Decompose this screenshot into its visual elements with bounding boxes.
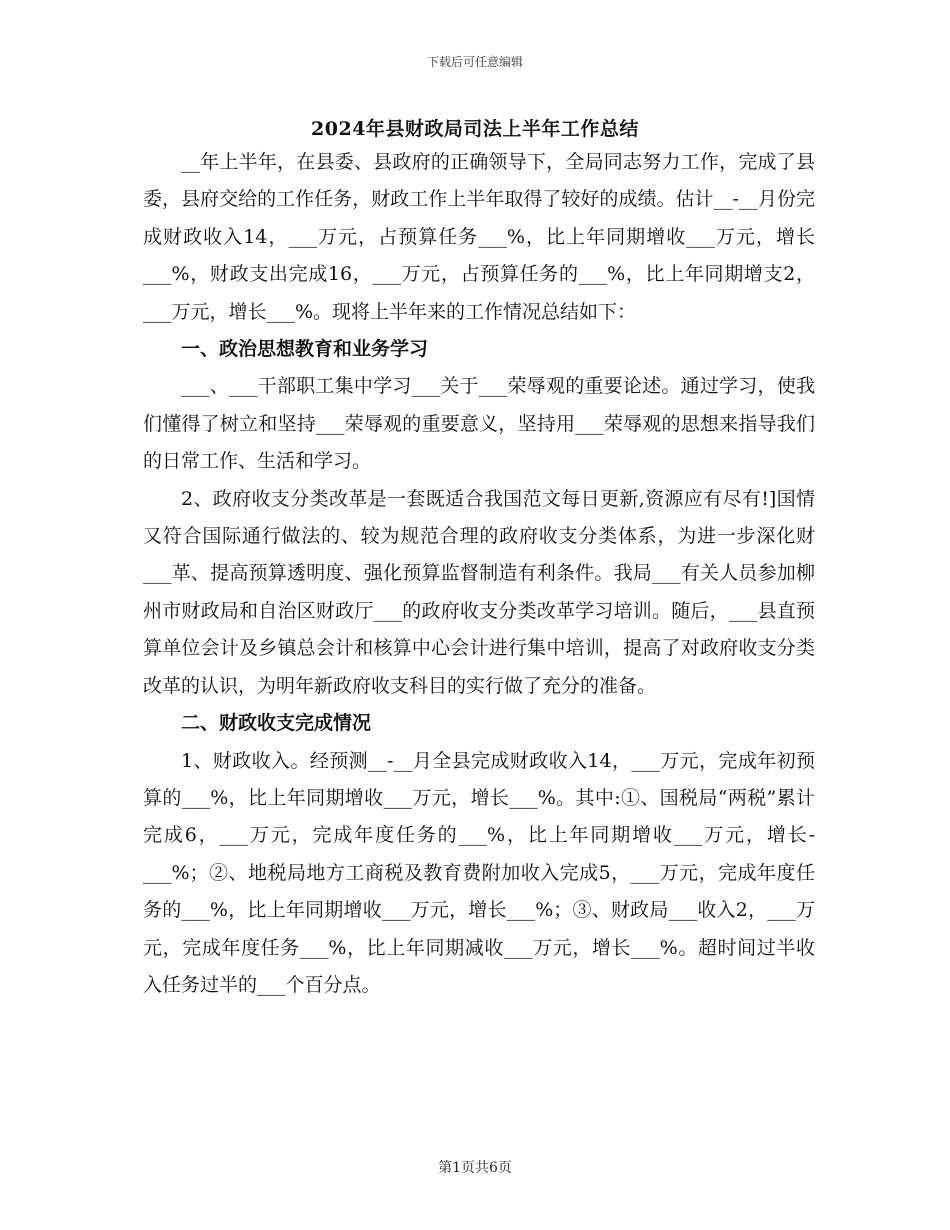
- paragraph-reform: 2、政府收支分类改革是一套既适合我国范文每日更新,资源应有尽有!]国情又符合国际通行做法的、较为规范合理的政府收支分类体系，为进一步深化财___革、提高预算透明度、强化预算监督制造有利条件。我局___有关人员参加柳州市财政局和自治区财政厅___的政府收支分类改革学习培训。随后，___县直预算单位会计及乡镇总会计和核算中心会计进行集中培训，提高了对政府收支分类改革的认识，为明年新政府收支科目的实行做了充分的准备。: [143, 487, 815, 697]
- paragraph-revenue: 1、财政收入。经预测__-__月全县完成财政收入14，___万元，完成年初预算的___%，比上年同期增收___万元，增长___%。其中:①、国税局“两税”累计完成6，___万元，完成年度任务的___%，比上年同期增收___万元，增长-___%；②、地税局地方工商税及教育费附加收入完成5，___万元，完成年度任务的___%，比上年同期增收___万元，增长___%；③、财政局___收入2，___万元，完成年度任务___%，比上年同期减收___万元，增长___%。超时间过半收入任务过半的___个百分点。: [143, 749, 815, 996]
- page-number: 第1页共6页: [438, 1160, 512, 1176]
- paragraph-study: ___、___干部职工集中学习___关于___荣辱观的重要论述。通过学习，使我们懂得了树立和坚持___荣辱观的重要意义，坚持用___荣辱观的思想来指导我们的日常工作、生活和学习。: [143, 375, 815, 473]
- section-heading-2: 二、财政收支完成情况: [181, 712, 372, 735]
- page-title: 2024年县财政局司法上半年工作总结: [311, 118, 639, 140]
- document-body: [143, 144, 815, 1004]
- paragraph-intro: __年上半年，在县委、县政府的正确领导下，全局同志努力工作，完成了县委，县府交给的工作任务，财政工作上半年取得了较好的成绩。估计__-__月份完成财政收入14，___万元，占预算任务___%，比上年同期增收___万元，增长___%，财政支出完成16，___万元，占预算任务的___%，比上年同期增支2，___万元，增长___%。现将上半年来的工作情况总结如下：: [143, 151, 815, 323]
- header-note: 下载后可任意编辑: [426, 55, 523, 69]
- section-heading-1: 一、政治思想教育和业务学习: [181, 338, 429, 361]
